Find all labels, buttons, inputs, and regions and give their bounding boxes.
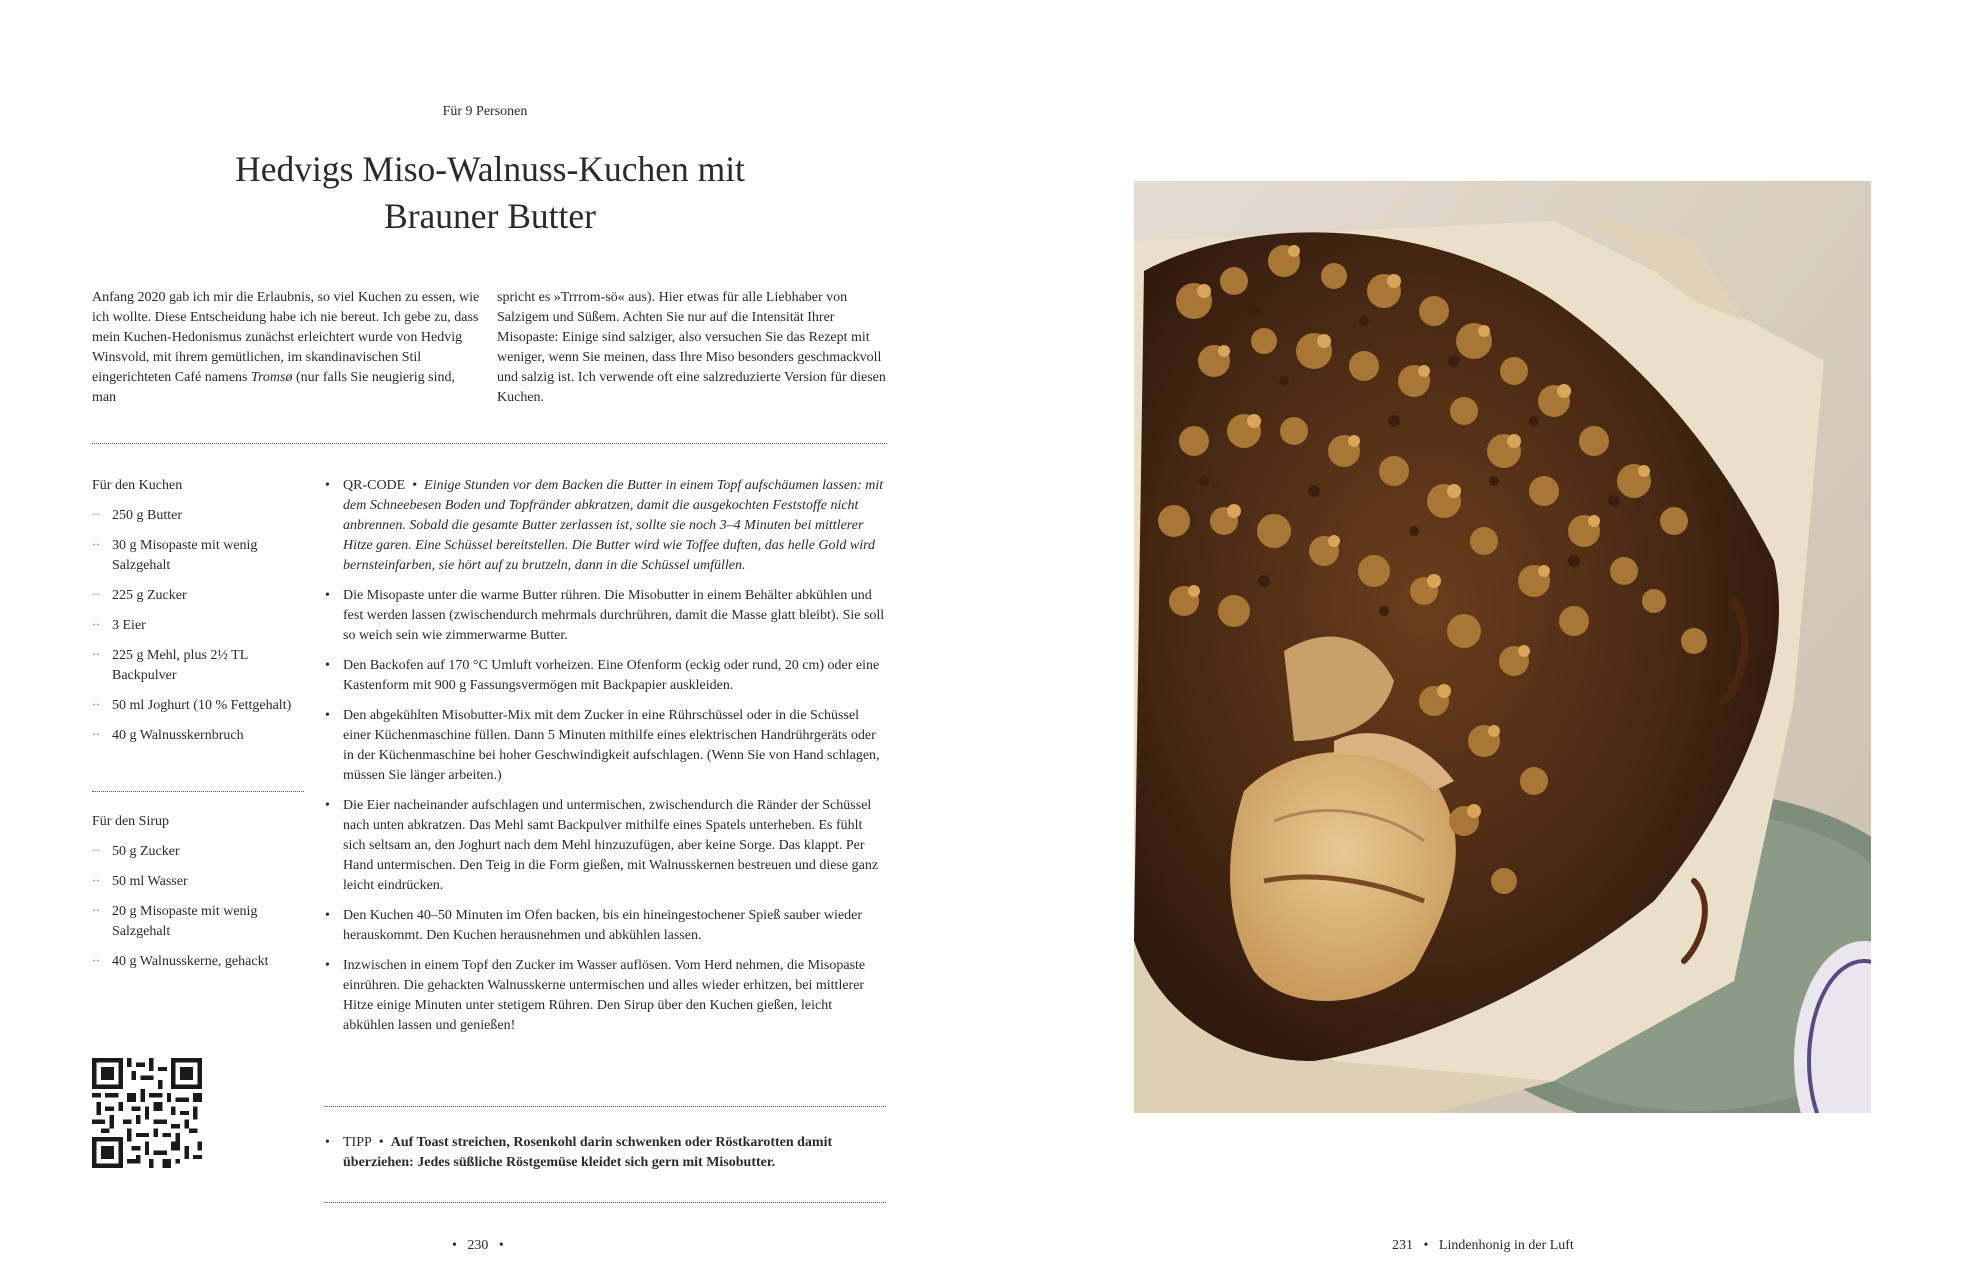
ingredient-text: 40 g Walnusskernbruch	[112, 728, 244, 743]
ingredient-marker: ··	[92, 587, 100, 601]
ingredient-item	[92, 586, 304, 606]
step-bullet: •	[325, 588, 330, 603]
ingredient-text: 20 g Misopaste mit wenig Salzgehalt	[112, 904, 258, 939]
divider-intro	[92, 443, 887, 444]
ingredients-cake	[92, 476, 304, 756]
ingredient-item	[92, 952, 304, 972]
divider-ingredients	[92, 791, 304, 792]
ingredients-syrup-list	[92, 842, 304, 972]
ingredient-text: 225 g Mehl, plus 2½ TL Backpulver	[112, 648, 248, 683]
intro-column-right: spricht es »Trrrom-sö« aus). Hier etwas für alle Liebhaber von Salzigem und Süßem. Achten Sie nur auf die Intensität Ihrer Misopaste: Einige sind salziger, also versuchen Sie das Rezept mit weniger, wenn Sie meinen, dass Ihre Miso besonders geschmackvoll und salzig ist. Ich verwende oft eine salzreduzierte Version für diesen Kuchen.	[497, 290, 886, 405]
intro-column-left	[92, 288, 482, 408]
step-bullet: •	[325, 908, 330, 923]
ingredients-syrup-heading: Für den Sirup	[92, 814, 169, 829]
cake-photo	[1134, 181, 1871, 1113]
ingredient-marker: ··	[92, 647, 100, 661]
ingredient-item	[92, 902, 304, 942]
recipe-title-line-2: Brauner Butter	[384, 196, 596, 236]
step-6	[325, 906, 886, 946]
ingredients-syrup	[92, 812, 304, 982]
step-3	[325, 656, 886, 696]
step-bullet: •	[325, 708, 330, 723]
ingredient-item	[92, 616, 304, 636]
footer-bullet: •	[1423, 1238, 1429, 1253]
step-bullet: •	[325, 658, 330, 673]
tip-separator: •	[378, 1135, 384, 1150]
ingredient-text: 50 ml Wasser	[112, 874, 188, 889]
step-4	[325, 706, 886, 786]
step-text: Einige Stunden vor dem Backen die Butter in einem Topf aufschäumen lassen: mit dem Schneebesen Boden und Topfränder abkratzen, damit die ausgekochten Feststoffe nicht anbrennen. Sobald die gesamte Butter zerlassen ist, sollte sie noch 3–4 Minuten bei mittlerer Hitze garen. Eine Schüssel bereitstellen. Die Butter wird wie Toffee duften, das helle Gold wird bernsteinfarben, sie hört auf zu brutzeln, dann in die Schüssel umfüllen.	[343, 478, 884, 573]
step-text: Inzwischen in einem Topf den Zucker im Wasser auflösen. Vom Herd nehmen, die Misopaste einrühren. Die gehackten Walnusskerne untermischen und alles wieder erhitzen, bei mittlerer Hitze einige Minuten unter stetigem Rühren. Den Sirup über den Kuchen gießen, leicht abkühlen lassen und genießen!	[343, 958, 866, 1033]
ingredient-marker: ··	[92, 617, 100, 631]
ingredient-item	[92, 696, 304, 716]
footer-bullet: •	[498, 1238, 504, 1253]
step-bullet: •	[325, 478, 330, 493]
tip-bullet: •	[325, 1135, 330, 1150]
step-7	[325, 956, 886, 1036]
step-5	[325, 796, 886, 896]
divider-tip	[325, 1202, 886, 1203]
chapter-title: Lindenhonig in der Luft	[1438, 1238, 1574, 1253]
footer-right	[1392, 1238, 1574, 1254]
ingredient-text: 225 g Zucker	[112, 588, 187, 603]
recipe-title-line-1: Hedvigs Miso-Walnuss-Kuchen mit	[235, 149, 745, 189]
ingredient-item	[92, 646, 304, 686]
qr-code-separator: •	[412, 478, 418, 493]
page-number-left: 230	[467, 1238, 489, 1253]
tip-text: Auf Toast streichen, Rosenkohl darin schwenken oder Röstkarotten damit überziehen: Jedes süßliche Röstgemüse kleidet sich gern mit Misobutter.	[343, 1135, 833, 1170]
servings-label: Für 9 Personen	[442, 104, 528, 119]
tip-label: TIPP	[343, 1135, 372, 1150]
qr-code-label: QR-CODE	[343, 478, 406, 493]
ingredient-text: 40 g Walnusskerne, gehackt	[112, 954, 269, 969]
ingredient-item	[92, 842, 304, 862]
ingredient-marker: ··	[92, 873, 100, 887]
divider-steps	[325, 1106, 886, 1107]
ingredient-marker: ··	[92, 727, 100, 741]
ingredients-cake-list	[92, 506, 304, 746]
ingredient-marker: ··	[92, 903, 100, 917]
step-2	[325, 586, 886, 646]
ingredient-text: 50 g Zucker	[112, 844, 180, 859]
ingredient-item	[92, 536, 304, 576]
ingredient-marker: ··	[92, 507, 100, 521]
method-steps	[325, 476, 886, 1046]
footer-bullet: •	[452, 1238, 457, 1253]
ingredient-marker: ··	[92, 953, 100, 967]
intro-left-text: Anfang 2020 gab ich mir die Erlaubnis, so viel Kuchen zu essen, wie ich wollte. Diese Entscheidung habe ich nie bereut. Ich gebe zu, dass mein Kuchen-Hedonismus zunächst erleichtert wurde von Hedvig Winsvold, mit ihrem gemütlichen, im skandinavischen Stil eingerichteten Café namens	[92, 290, 480, 385]
recipe-title	[170, 146, 810, 240]
page-number-right: 231	[1392, 1238, 1413, 1253]
step-bullet: •	[325, 958, 330, 973]
steps-list	[325, 476, 886, 1036]
ingredient-text: 50 ml Joghurt (10 % Fettgehalt)	[112, 698, 292, 713]
step-text: Die Eier nacheinander aufschlagen und untermischen, zwischendurch die Ränder der Schüssel nach unten abkratzen. Das Mehl samt Backpulver mithilfe eines Spatels unterheben. Es fühlt sich seltsam an, den Joghurt nach dem Mehl hinzuzufügen, aber keine Sorge. Das klappt. Per Hand untermischen. Den Teig in die Form gießen, mit Walnusskernen bestreuen und diese ganz leicht eindrücken.	[343, 798, 879, 893]
ingredient-item	[92, 726, 304, 746]
step-text: Die Misopaste unter die warme Butter rühren. Die Misobutter in einem Behälter abkühlen und fest werden lassen (zwischendurch mehrmals durchrühren, damit die Masse glatt bleibt). Sie soll so weich sein wie zimmerwarme Butter.	[343, 588, 885, 643]
qr-code[interactable]	[92, 1058, 202, 1168]
step-text: Den abgekühlten Misobutter-Mix mit dem Zucker in eine Rührschüssel oder in die Schüssel einer Küchenmaschine füllen. Dann 5 Minuten mithilfe eines elektrischen Handrührgeräts oder in der Küchenmaschine bei hoher Geschwindigkeit aufschlagen. (Wenn Sie von Hand schlagen, müssen Sie länger arbeiten.)	[343, 708, 880, 783]
tip-box	[325, 1133, 886, 1173]
step-text: Den Kuchen 40–50 Minuten im Ofen backen, bis ein hineingestochener Spieß sauber wieder herauskommt. Den Kuchen herausnehmen und abkühlen lassen.	[343, 908, 863, 943]
ingredients-cake-heading: Für den Kuchen	[92, 478, 183, 493]
ingredient-item	[92, 872, 304, 892]
ingredient-marker: ··	[92, 697, 100, 711]
step-text: Den Backofen auf 170 °C Umluft vorheizen. Eine Ofenform (eckig oder rund, 20 cm) oder eine Kastenform mit 900 g Fassungsvermögen mit Backpapier auskleiden.	[343, 658, 880, 693]
footer-left	[452, 1238, 504, 1254]
ingredient-text: 3 Eier	[112, 618, 146, 633]
ingredient-marker: ··	[92, 537, 100, 551]
step-bullet: •	[325, 798, 330, 813]
cafe-name: Tromsø	[250, 370, 293, 385]
ingredient-text: 30 g Misopaste mit wenig Salzgehalt	[112, 538, 258, 573]
ingredient-item	[92, 506, 304, 526]
ingredient-marker: ··	[92, 843, 100, 857]
intro-left-text-end: (nur falls Sie neugierig sind, man	[92, 370, 456, 405]
ingredient-text: 250 g Butter	[112, 508, 182, 523]
step-1	[325, 476, 886, 576]
